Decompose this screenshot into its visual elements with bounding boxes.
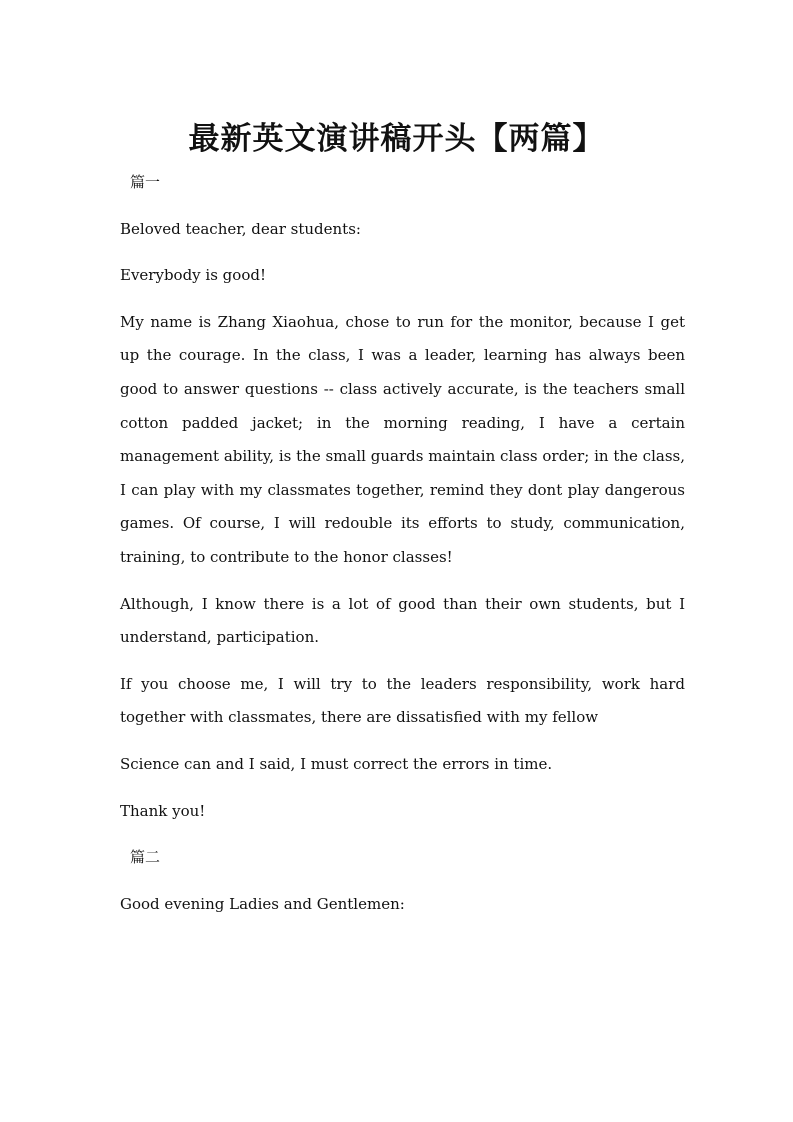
speech-paragraph: Although, I know there is a lot of good than their own students, but I understand, participation. bbox=[120, 594, 685, 647]
document-content bbox=[120, 166, 685, 934]
second-greeting-paragraph: Good evening Ladies and Gentlemen: bbox=[120, 894, 405, 913]
speech-paragraph: Science can and I said, I must correct the errors in time. bbox=[120, 754, 553, 773]
speech-paragraph: If you choose me, I will try to the leaders responsibility, work hard together with classmates, there are dissatisfied with my fellow bbox=[120, 674, 685, 727]
greeting-paragraph: Beloved teacher, dear students: bbox=[120, 219, 361, 238]
welcome-paragraph: Everybody is good! bbox=[120, 266, 266, 285]
closing-paragraph: Thank you! bbox=[120, 801, 206, 820]
section-label-second: 篇二 bbox=[130, 848, 161, 867]
section-label-first: 篇一 bbox=[130, 173, 161, 191]
document-title: 最新英文演讲稿开头【两篇】 bbox=[188, 120, 605, 157]
speech-paragraph: My name is Zhang Xiaohua, chose to run for the monitor, because I get up the courage. In the class, I was a leader, learning has always been good to answer questions -- class actively accurate, is the teachers small cotton padded jacket; in the morning reading, I have a certain management ability, is the small guards maintain class order; in the class, I can play with my classmates together, remind they dont play dangerous games. Of course, I will redouble its efforts to study, communication, training, to contribute to the honor classes! bbox=[120, 312, 685, 566]
